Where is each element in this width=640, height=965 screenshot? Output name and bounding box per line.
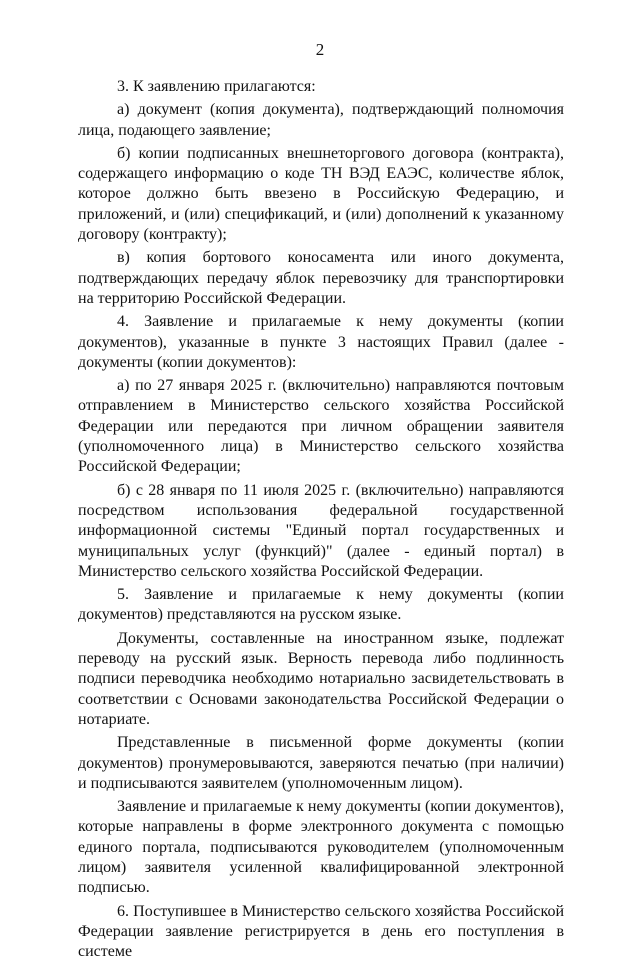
paragraph-item-4a: а) по 27 января 2025 г. (включительно) направляются почтовым отправлением в Министерство сельского хозяйства Российской Федерации или передаются при личном обращении заявителя (уполномоченного лица) в Министерство сельского хозяйства Российской Федерации; — [78, 377, 564, 476]
paragraph-item-3-heading: 3. К заявлению прилагаются: — [117, 78, 316, 95]
paragraph-item-3c: в) копия бортового коносамента или иного документа, подтверждающих передачу яблок перевозчику для транспортировки на территорию Российской Федерации. — [78, 249, 564, 307]
paragraph-item-3a: а) документ (копия документа), подтверждающий полномочия лица, подающего заявление; — [78, 101, 564, 139]
paragraph-item-4: 4. Заявление и прилагаемые к нему документы (копии документов), указанные в пункте 3 настоящих Правил (далее - документы (копии документов): — [78, 313, 564, 371]
document-body — [78, 77, 564, 965]
paragraph-item-3b: б) копии подписанных внешнеторгового договора (контракта), содержащего информацию о коде ТН ВЭД ЕАЭС, количестве яблок, которое должно быть ввезено в Российскую Федерацию, и приложений, и (или) спецификаций, и (или) дополнений к указанному договору (контракту); — [78, 144, 564, 244]
paragraph-item-5-paper-docs: Представленные в письменной форме документы (копии документов) пронумеровываются, заверяются печатью (при наличии) и подписываются заявителем (уполномоченным лицом). — [78, 734, 564, 792]
paragraph-item-4b: б) с 28 января по 11 июля 2025 г. (включительно) направляются посредством использования федеральной государственной информационной системы "Единый портал государственных и муниципальных услуг (функций)" (далее - единый портал) в Министерство сельского хозяйства Российской Федерации. — [78, 481, 564, 580]
paragraph-item-6: 6. Поступившее в Министерство сельского хозяйства Российской Федерации заявление регистрируется в день его поступления в системе — [78, 902, 564, 961]
paragraph-item-5-translation: Документы, составленные на иностранном языке, подлежат переводу на русский язык. Верность перевода либо подлинность подписи переводчика необходимо нотариально засвидетельствовать в соответствии с Основами законодательства Российской Федерации о нотариате. — [78, 629, 564, 728]
paragraph-item-5: 5. Заявление и прилагаемые к нему документы (копии документов) представляются на русском языке. — [78, 586, 564, 624]
paragraph-item-5-electronic-docs: Заявление и прилагаемые к нему документы (копии документов), которые направлены в форме электронного документа с помощью единого портала, подписываются руководителем (уполномоченным лицом) заявителя усиленной квалифицированной электронной подписью. — [78, 798, 564, 897]
page-number: 2 — [315, 40, 325, 59]
